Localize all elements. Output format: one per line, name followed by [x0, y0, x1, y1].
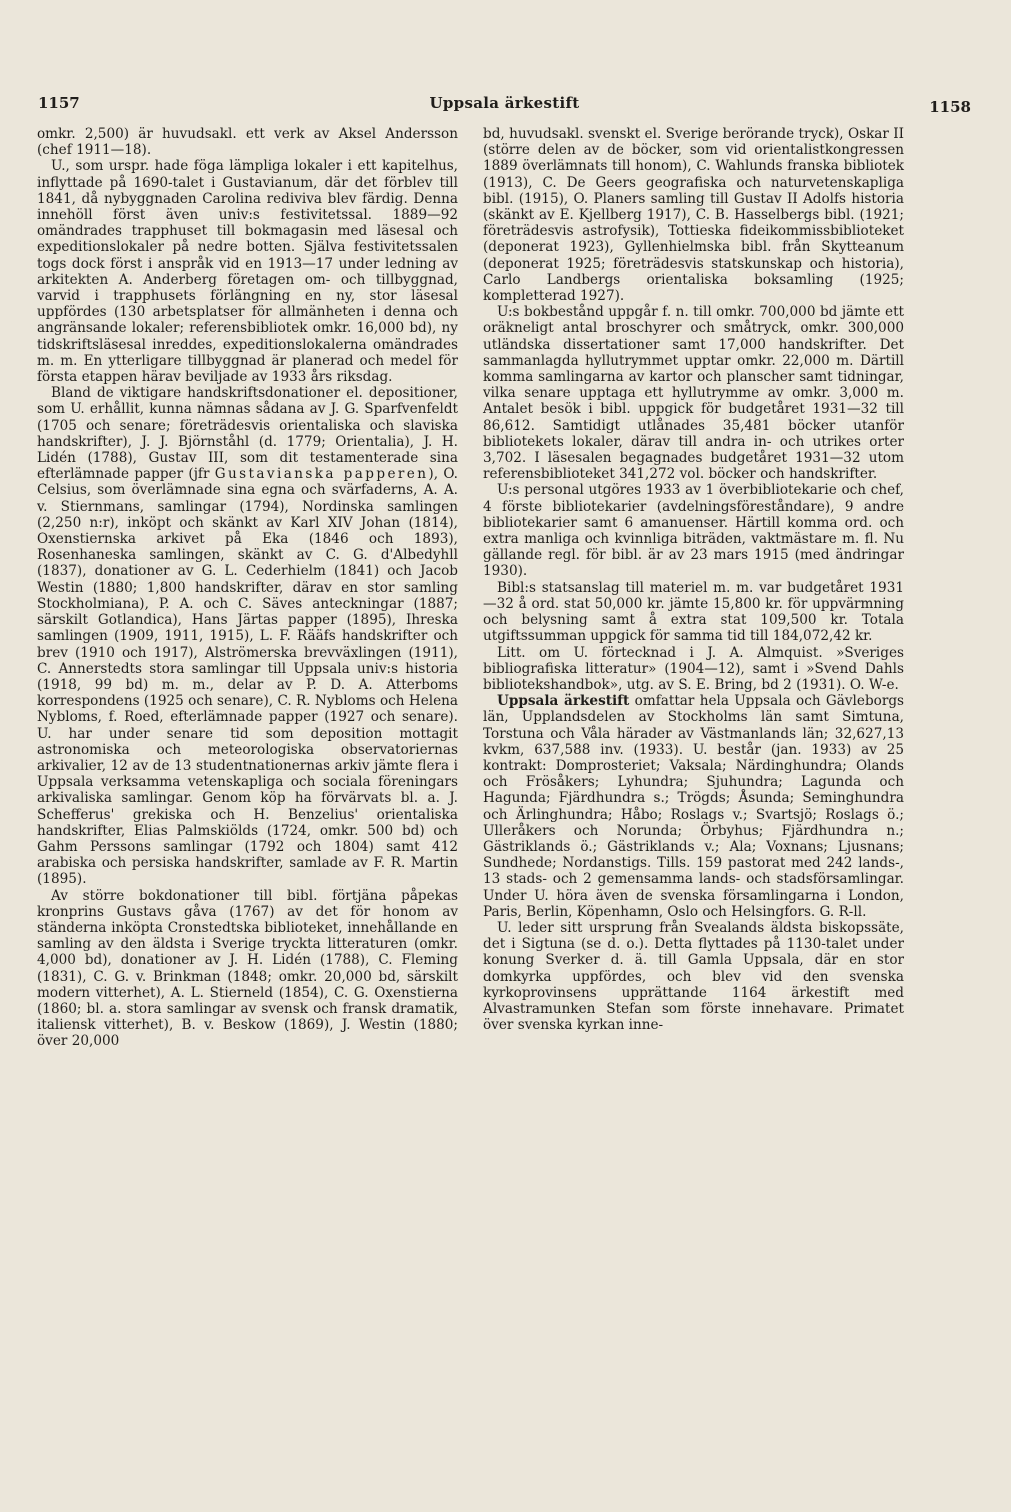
- spaced-term: Gustavianska papperen: [214, 466, 429, 483]
- paragraph: bd, huvudsakl. svenskt el. Sverige berörande tryck), Oskar II (större delen av de böcker, som vid orientalistkongressen 1889 överlämnats till honom), C. Wahlunds franska bibliotek (1913), C. De Geers geografiska och naturvetenskapliga bibl. (1915), O. Planers samling till Gustav II Adolfs historia (skänkt av E. Kjellberg 1917), C. B. Hasselbergs bibl. (1921; företrädesvis astrofysik), Tottieska fideikommissbiblioteket (deponerat 1923), Gyllenhielmska bibl. från Skytteanum (deponerat 1925; företrädesvis statskunskap och historia), Carlo Landbergs orientaliska boksamling (1925; kompletterad 1927).: [483, 126, 904, 305]
- paragraph-text: omfattar hela Uppsala och Gävleborgs län, Upplandsdelen av Stockholms län samt Simtuna, Torstuna och Våla härader av Västmanlands län; 32,627,13 kvkm, 637,588 inv. (1933). U. består (jan. 1933) av 25 kontrakt: Domprosteriet; Vaksala; Närdinghundra; Olands och Frösåkers; Lyhundra; Sjuhundra; Lagunda och Hagunda; Fjärdhundra s.; Trögds; Åsunda; Seminghundra och Ärlinghundra; Håbo; Roslags v.; Svartsjö; Roslags ö.; Ulleråkers och Norunda; Örbyhus; Fjärdhundra n.; Gästriklands ö.; Gästriklands v.; Ala; Voxnans; Ljusnans; Sundhede; Nordanstigs. Tills. 159 pastorat med 242 lands-, 13 stads- och 2 gemensamma lands- och stadsförsamlingar. Under U. höra även de svenska församlingarna i London, Paris, Berlin, Köpenhamn, Oslo och Helsingfors. G. R-ll.: [483, 693, 905, 920]
- paragraph: U:s personal utgöres 1933 av 1 överbibliotekarie och chef, 4 förste bibliotekarier (avdelningsföreståndare), 9 andre bibliotekarier samt 6 amanuenser. Härtill komma ord. och extra manliga och kvinnliga biträden, vaktmästare m. fl. Nu gällande regl. för bibl. är av 23 mars 1915 (med ändringar 1930).: [483, 482, 904, 580]
- paragraph: [483, 693, 904, 920]
- entry-heading: Uppsala ärkestift: [497, 693, 630, 710]
- running-title: Uppsala ärkestift: [429, 94, 580, 112]
- page-header: [38, 94, 971, 120]
- page-number-right: 1158: [929, 98, 971, 116]
- left-column: [37, 126, 458, 1050]
- paragraph: Bibl:s statsanslag till materiel m. m. var budgetåret 1931—32 å ord. stat 50,000 kr. jämte 15,800 kr. för uppvärmning och belysning samt å extra stat 109,500 kr. Totala utgiftssumman uppgick för samma tid till 184,072,42 kr.: [483, 579, 904, 645]
- page-number-left: 1157: [38, 94, 80, 112]
- paragraph: Litt. om U. förtecknad i J. A. Almquist. »Sveriges bibliografiska litteratur» (1904—12), samt i »Svend Dahls bibliotekshandbok», utg. av S. E. Bring, bd 2 (1931). O. W-e.: [483, 644, 904, 693]
- paragraph: omkr. 2,500) är huvudsakl. ett verk av Aksel Andersson (chef 1911—18).: [37, 126, 458, 159]
- paragraph: [37, 385, 458, 887]
- paragraph: U., som urspr. hade föga lämpliga lokaler i ett kapitelhus, inflyttade på 1690-talet i Gustavianum, där det förblev till 1841, då nybyggnaden Carolina rediviva blev färdig. Denna innehöll först även univ:s festivitetssal. 1889—92 omändrades trapphuset till bokmagasin med läsesal och expeditionslokaler på nedre botten. Själva festivitetssalen togs dock först i anspråk vid en 1913—17 under ledning av arkitekten A. Anderberg företagen om- och tillbyggnad, varvid i trapphusets förlängning en ny, stor läsesal uppfördes (130 arbetsplatser för allmänheten i denna och angränsande lokaler; referensbibliotek omkr. 16,000 bd), ny tidskriftsläsesal inreddes, expeditionslokalerna omändrades m. m. En ytterligare tillbyggnad är planerad och medel för första etappen härav beviljade av 1933 års riksdag.: [37, 158, 458, 386]
- paragraph-text: ), O. Celsius, som överlämnade sina egna och svärfaderns, A. A. v. Stiernmans, samlingar (1794), Nordinska samlingen (2,250 n:r), inköpt och skänkt av Karl XIV Johan (1814), Oxenstiernska arkivet på Eka (1846 och 1893), Rosenhaneska samlingen, skänkt av C. G. d'Albedyhll (1837), donationer av G. L. Cederhielm (1841) och Jacob Westin (1880; 1,800 handskrifter, därav en stor samling Stockholmiana), P. A. och C. Säves anteckningar (1887; särskilt Gotlandica), Hans Järtas papper (1895), Ihreska samlingen (1909, 1911, 1915), L. F. Rääfs handskrifter och brev (1910 och 1917), Alströmerska brevväxlingen (1911), C. Annerstedts stora samlingar till Uppsala univ:s historia (1918, 99 bd) m. m., delar av P. D. A. Atterboms korrespondens (1925 och senare), C. R. Nybloms och Helena Nybloms, f. Roed, efterlämnade papper (1927 och senare). U. har under senare tid som deposition mottagit astronomiska och meteorologiska observatoriernas arkivalier, 12 av de 13 studentnationernas arkiv jämte flera i Uppsala verksamma vetenskapliga och sociala föreningars arkivaliska samlingar. Genom köp ha förvärvats bl. a. J. Schefferus' grekiska och H. Benzelius' orientaliska handskrifter, Elias Palmskiölds (1724, omkr. 500 bd) och Gahm Perssons samlingar (1792 och 1804) samt 412 arabiska och persiska handskrifter, samlade av F. R. Martin (1895).: [37, 466, 458, 888]
- paragraph: U:s bokbestånd uppgår f. n. till omkr. 700,000 bd jämte ett oräkneligt antal broschyrer och småtryck, omkr. 300,000 utländska dissertationer samt 17,000 handskrifter. Det sammanlagda hyllutrymmet upptar omkr. 22,000 m. Därtill komma samlingarna av kartor och planscher samt tidningar, vilka senare upptaga ett hyllutrymme av omkr. 3,000 m. Antalet besök i bibl. uppgick för budgetåret 1931—32 till 86,612. Samtidigt utlånades 35,481 böcker utanför bibliotekets lokaler, därav till andra in- och utrikes orter 3,702. I läsesalen begagnades budgetåret 1931—32 utom referensbiblioteket 341,272 vol. böcker och handskrifter.: [483, 304, 904, 483]
- right-column: [483, 126, 904, 1033]
- paragraph-text: Bland de viktigare handskriftsdonationer el. depositioner, som U. erhållit, kunna nämnas sådana av J. G. Sparfvenfeldt (1705 och senare; företrädesvis orientaliska och slaviska handskrifter), J. J. Björnståhl (d. 1779; Orientalia), J. H. Lidén (1788), Gustav III, som dit testamenterade sina efterlämnade papper (jfr: [37, 385, 458, 483]
- paragraph: Av större bokdonationer till bibl. förtjäna påpekas kronprins Gustavs gåva (1767) av det för honom av ständerna inköpta Cronstedtska biblioteket, innehållande en samling av den äldsta i Sverige tryckta litteraturen (omkr. 4,000 bd), donationer av J. H. Lidén (1788), C. Fleming (1831), C. G. v. Brinkman (1848; omkr. 20,000 bd, särskilt modern vitterhet), A. L. Stierneld (1854), C. G. Oxenstierna (1860; bl. a. stora samlingar av svensk och fransk dramatik, italiensk vitterhet), B. v. Beskow (1869), J. Westin (1880; över 20,000: [37, 887, 458, 1050]
- paragraph: U. leder sitt ursprung från Svealands äldsta biskopssäte, det i Sigtuna (se d. o.). Detta flyttades på 1130-talet under konung Sverker d. ä. till Gamla Uppsala, där en stor domkyrka uppfördes, och blev vid den svenska kyrkoprovinsens upprättande 1164 ärkestift med Alvastramunken Stefan som förste innehavare. Primatet över svenska kyrkan inne-: [483, 919, 904, 1034]
